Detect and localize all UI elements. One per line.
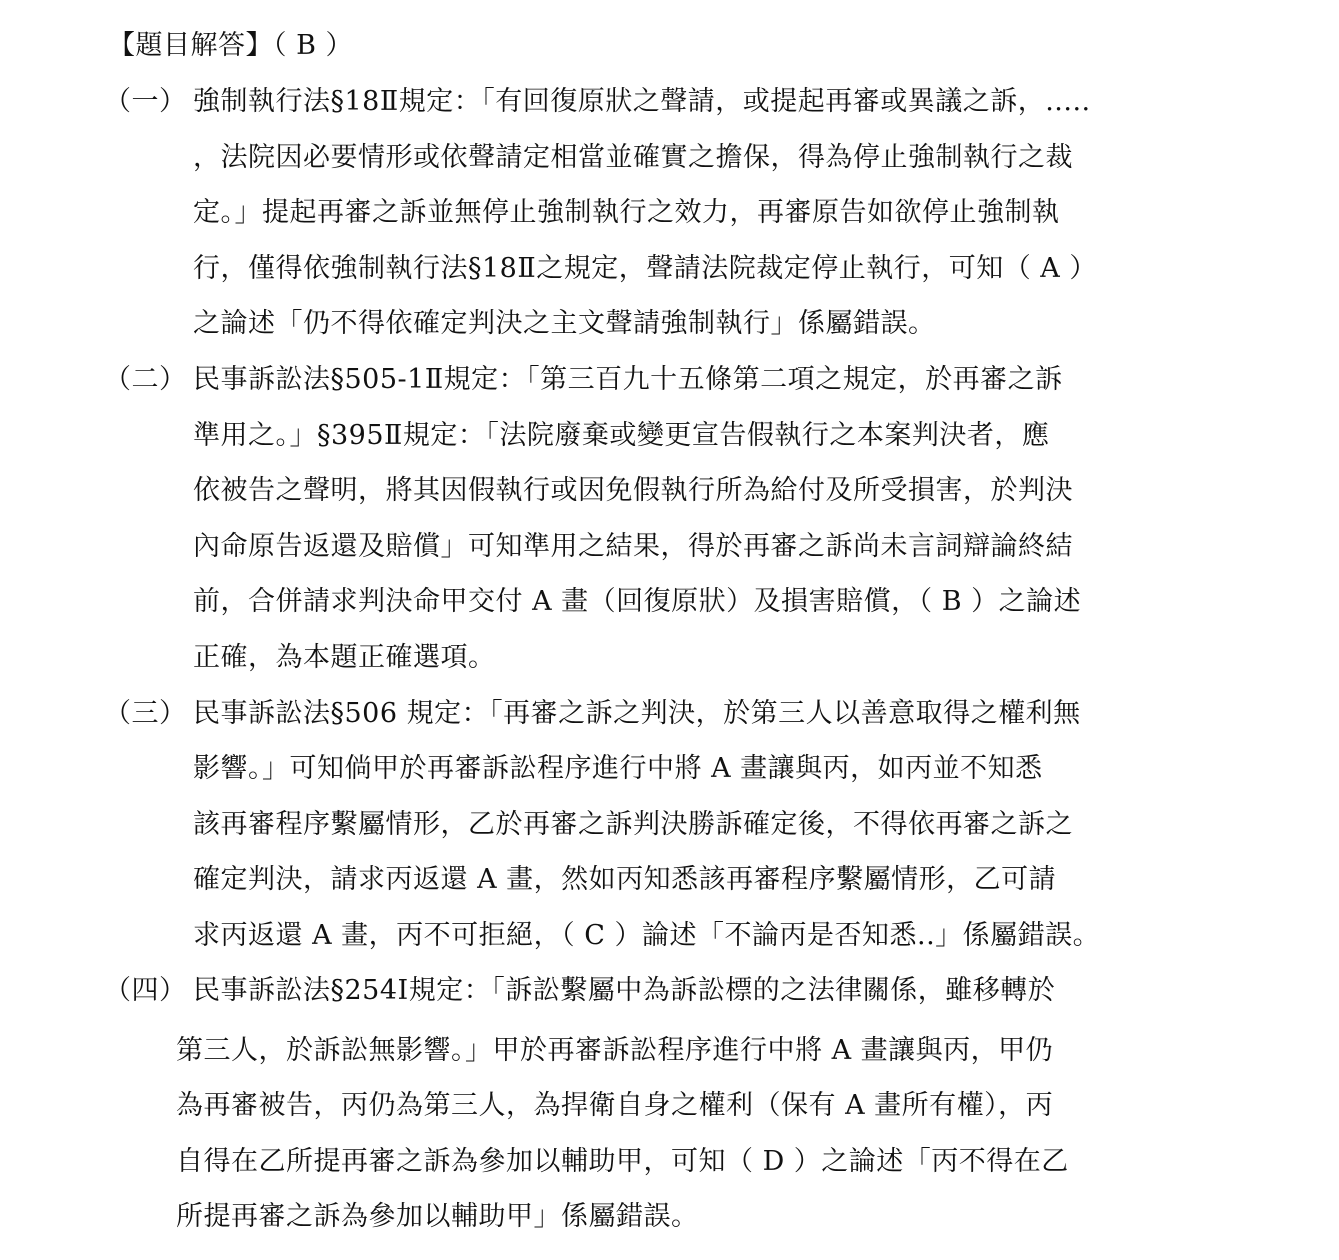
section-1-line-5: 之論述「仍不得依確定判決之主文聲請強制執行」係屬錯誤。 [193,308,936,339]
section-3-line-4: 確定判決，請求丙返還 A 畫，然如丙知悉該再審程序繫屬情形，乙可請 [193,864,1057,895]
section-2-line-1: 民事訴訟法§505-1Ⅱ規定：「第三百九十五條第二項之規定，於再審之訴 [193,364,1063,395]
section-4-line-5: 所提再審之訴為參加以輔助甲」係屬錯誤。 [176,1201,699,1232]
section-3-line-3: 該再審程序繫屬情形，乙於再審之訴判決勝訴確定後，不得依再審之訴之 [193,809,1073,840]
section-3-line-2: 影響。」可知倘甲於再審訴訟程序進行中將 A 畫讓與丙，如丙並不知悉 [193,753,1043,784]
section-1-line-4: 行，僅得依強制執行法§18Ⅱ之規定，聲請法院裁定停止執行，可知（ A ） [193,253,1097,284]
section-3-marker: （三） [104,698,187,729]
section-1-line-1: 強制執行法§18Ⅱ規定：「有回復原狀之聲請，或提起再審或異議之訴，..... [193,86,1091,117]
section-2-line-5: 前，合併請求判決命甲交付 A 畫（回復原狀）及損害賠償，（ B ）之論述 [193,586,1082,617]
section-4-line-4: 自得在乙所提再審之訴為參加以輔助甲，可知（ D ）之論述「丙不得在乙 [176,1146,1069,1177]
answer-title: 【題目解答】（ B ） [108,30,354,61]
section-2-marker: （二） [104,364,187,395]
section-1-line-3: 定。」提起再審之訴並無停止強制執行之效力，再審原告如欲停止強制執 [193,197,1060,228]
section-4-line-1: 民事訴訟法§254Ⅰ規定：「訴訟繫屬中為訴訟標的之法律關係，雖移轉於 [193,975,1056,1006]
section-4-marker: （四） [104,975,187,1006]
section-3-line-5: 求丙返還 A 畫，丙不可拒絕，（ C ）論述「不論丙是否知悉..」係屬錯誤。 [193,920,1101,951]
section-2-line-6: 正確，為本題正確選項。 [193,642,496,673]
section-4-line-3: 為再審被告，丙仍為第三人，為捍衛自身之權利（保有 A 畫所有權），丙 [176,1090,1054,1121]
section-4-line-2: 第三人，於訴訟無影響。」甲於再審訴訟程序進行中將 A 畫讓與丙，甲仍 [176,1035,1054,1066]
section-2-line-4: 內命原告返還及賠償」可知準用之結果，得於再審之訴尚未言詞辯論終結 [193,531,1073,562]
section-2-line-3: 依被告之聲明，將其因假執行或因免假執行所為給付及所受損害，於判決 [193,475,1073,506]
section-1-marker: （一） [104,86,187,117]
section-2-line-2: 準用之。」§395Ⅱ規定：「法院廢棄或變更宣告假執行之本案判決者，應 [193,420,1050,451]
section-3-line-1: 民事訴訟法§506 規定：「再審之訴之判決，於第三人以善意取得之權利無 [193,698,1081,729]
section-1-line-2: ，法院因必要情形或依聲請定相當並確實之擔保，得為停止強制執行之裁 [193,142,1073,173]
